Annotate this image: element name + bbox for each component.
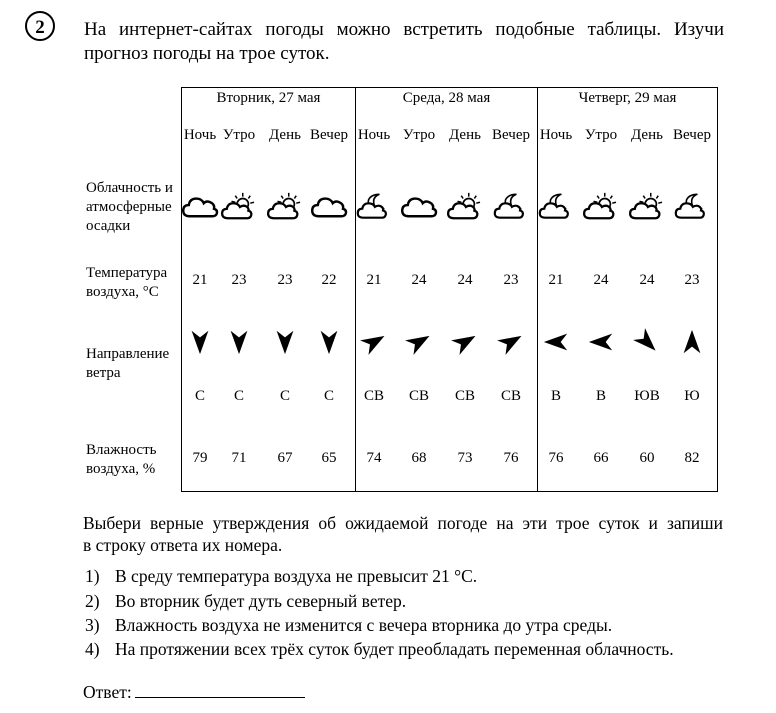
row-label-humidity	[86, 441, 156, 479]
option-item	[85, 565, 477, 587]
task-line-1: Выбери верные утверждения об ожидаемой погоде на эти трое суток и запиши	[83, 513, 723, 533]
day-divider	[537, 87, 538, 492]
wind-direction-value: С	[279, 388, 290, 404]
answer-input[interactable]	[135, 681, 305, 698]
humidity-value: 66	[593, 450, 609, 466]
period-label: Вечер	[673, 127, 711, 143]
row-label-clouds-line: осадки	[86, 218, 131, 234]
temperature-value: 24	[457, 272, 473, 288]
option-item	[85, 638, 674, 660]
day-title: Среда, 28 мая	[402, 90, 491, 106]
intro-line-1: На интернет-сайтах погоды можно встретить подобные таблицы. Изучи	[84, 19, 724, 40]
task-text	[83, 512, 723, 556]
arrow-left-icon	[542, 328, 572, 358]
option-number: 1)	[85, 566, 100, 586]
period-label: Ночь	[539, 127, 573, 143]
day-title: Четверг, 29 мая	[578, 90, 677, 106]
humidity-value: 71	[231, 450, 247, 466]
answer-label: Ответ:	[83, 682, 132, 702]
arrow-northeast-icon	[497, 328, 527, 358]
humidity-value: 76	[503, 450, 519, 466]
arrow-down-icon	[186, 328, 216, 358]
temperature-value: 23	[277, 272, 293, 288]
wind-direction-value: Ю	[684, 388, 700, 404]
period-label: День	[631, 127, 663, 143]
arrow-northeast-icon	[451, 328, 481, 358]
row-label-clouds	[86, 179, 173, 236]
period-label: Вечер	[310, 127, 348, 143]
period-label: Ночь	[357, 127, 391, 143]
wind-direction-value: В	[550, 388, 561, 404]
period-label: Утро	[402, 127, 436, 143]
arrow-down-icon	[271, 328, 301, 358]
option-number: 2)	[85, 591, 100, 611]
humidity-value: 65	[321, 450, 337, 466]
arrow-northeast-icon	[360, 328, 390, 358]
humidity-value: 67	[277, 450, 293, 466]
arrow-southeast-icon	[633, 328, 663, 358]
arrow-northeast-icon	[405, 328, 435, 358]
humidity-value: 76	[548, 450, 564, 466]
wind-direction-value: С	[194, 388, 205, 404]
humidity-value: 60	[639, 450, 655, 466]
period-label: Ночь	[183, 127, 217, 143]
period-label: Вечер	[492, 127, 530, 143]
arrow-left-icon	[587, 328, 617, 358]
row-label-clouds-line: Облачность и	[86, 180, 173, 196]
task-line-2: в строку ответа их номера.	[83, 535, 283, 555]
option-number: 3)	[85, 615, 100, 635]
period-label: День	[449, 127, 481, 143]
period-label: Утро	[222, 127, 256, 143]
row-label-wind-line: ветра	[86, 365, 121, 381]
partly-sunny-icon	[265, 186, 305, 226]
wind-direction-value: В	[595, 388, 606, 404]
day-title: Вторник, 27 мая	[216, 90, 321, 106]
row-label-temperature-line: Температура	[86, 265, 168, 281]
temperature-value: 22	[321, 272, 337, 288]
temperature-value: 23	[503, 272, 519, 288]
intro-text	[84, 18, 724, 66]
cloud-icon	[399, 186, 439, 226]
cloud-icon	[180, 186, 220, 226]
wind-direction-value: С	[233, 388, 244, 404]
wind-direction-value: СВ	[500, 388, 521, 404]
cloud-moon-icon	[354, 186, 394, 226]
option-text: В среду температура воздуха не превысит 21 °C.	[115, 566, 478, 586]
partly-sunny-icon	[219, 186, 259, 226]
option-item	[85, 590, 406, 612]
temperature-value: 23	[231, 272, 247, 288]
temperature-value: 21	[548, 272, 564, 288]
humidity-value: 68	[411, 450, 427, 466]
question-number: 2	[25, 11, 55, 41]
option-text: Влажность воздуха не изменится с вечера вторника до утра среды.	[115, 615, 613, 635]
intro-line-2: прогноз погоды на трое суток.	[84, 43, 330, 64]
row-label-clouds-line: атмосферные	[86, 199, 172, 215]
wind-direction-value: СВ	[363, 388, 384, 404]
answer-row	[83, 681, 305, 703]
row-label-temperature-line: воздуха, °C	[86, 284, 159, 300]
wind-direction-value: С	[323, 388, 334, 404]
humidity-value: 82	[684, 450, 700, 466]
wind-direction-value: СВ	[454, 388, 475, 404]
partly-sunny-icon	[445, 186, 485, 226]
forecast-table	[181, 87, 718, 492]
row-label-wind-line: Направление	[86, 346, 170, 362]
partly-sunny-icon	[581, 186, 621, 226]
cloud-moon-icon	[536, 186, 576, 226]
arrow-up-icon	[678, 328, 708, 358]
option-text: На протяжении всех трёх суток будет преобладать переменная облачность.	[115, 639, 674, 659]
period-label: Утро	[584, 127, 618, 143]
temperature-value: 23	[684, 272, 700, 288]
wind-direction-value: СВ	[408, 388, 429, 404]
temperature-value: 21	[366, 272, 382, 288]
temperature-value: 24	[639, 272, 655, 288]
arrow-down-icon	[315, 328, 345, 358]
humidity-value: 73	[457, 450, 473, 466]
partly-sunny-icon	[627, 186, 667, 226]
option-item	[85, 614, 612, 636]
temperature-value: 24	[411, 272, 427, 288]
humidity-value: 79	[192, 450, 208, 466]
temperature-value: 21	[192, 272, 208, 288]
arrow-down-icon	[225, 328, 255, 358]
day-divider	[355, 87, 356, 492]
humidity-value: 74	[366, 450, 382, 466]
option-text: Во вторник будет дуть северный ветер.	[115, 591, 407, 611]
row-label-temperature	[86, 264, 167, 302]
period-label: День	[269, 127, 301, 143]
row-label-wind	[86, 345, 169, 383]
cloud-icon	[309, 186, 349, 226]
temperature-value: 24	[593, 272, 609, 288]
row-label-humidity-line: воздуха, %	[86, 461, 156, 477]
row-label-humidity-line: Влажность	[86, 442, 157, 458]
cloud-moon-icon	[491, 186, 531, 226]
wind-direction-value: ЮВ	[634, 388, 660, 404]
option-number: 4)	[85, 639, 100, 659]
cloud-moon-icon	[672, 186, 712, 226]
